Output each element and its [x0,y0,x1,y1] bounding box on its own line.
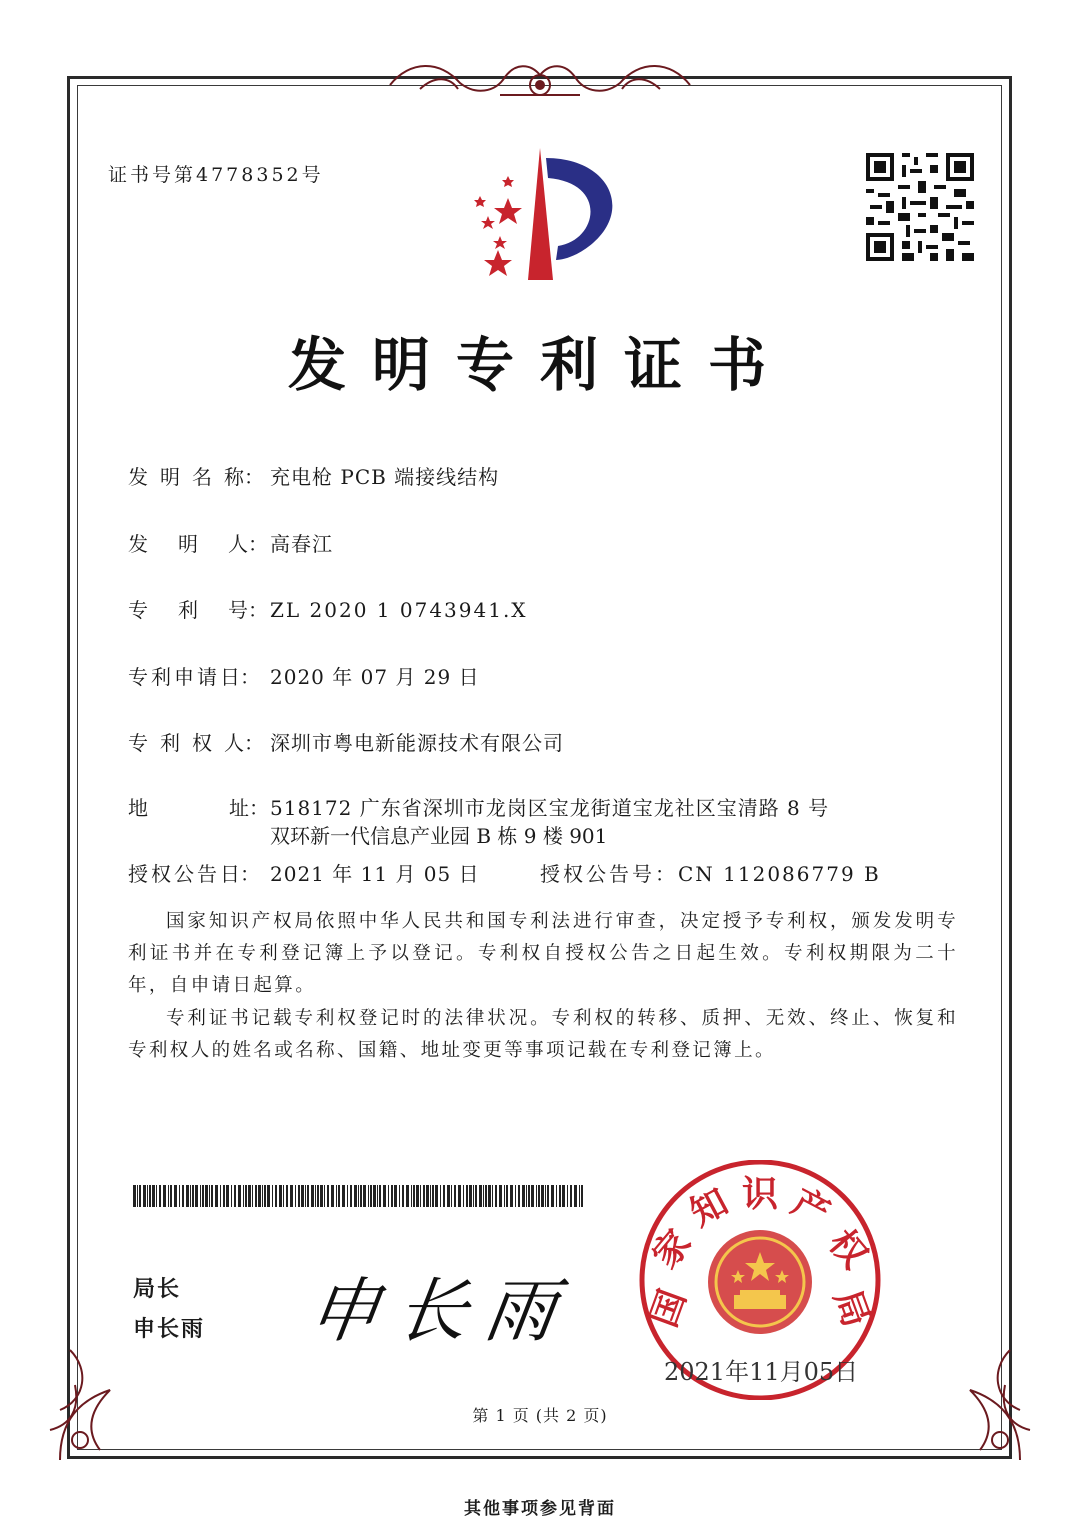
certificate-number: 证书号第4778352号 [108,164,324,186]
seal-char: 知 [683,1181,735,1235]
field-label: 发明名称： [128,465,264,489]
field-application-date [128,661,480,690]
field-value: 2020 年 07 月 29 日 [270,665,480,689]
paragraph-1: 国家知识产权局依照中华人民共和国专利法进行审查，决定授予专利权，颁发发明专利证书并在专利登记簿上予以登记。专利权自授权公告之日起生效。专利权期限为二十年，自申请日起算。 [128,911,958,996]
footer-note: 其他事项参见背面 [464,1499,616,1519]
top-ornament-icon [380,55,700,103]
corner-ornament-bottom-right-icon [930,1330,1040,1470]
field-label: 发明人： [128,532,268,556]
field-label: 专利权人： [128,731,264,755]
page-title: 发明专利证书 [287,331,792,399]
field-value: 518172 广东省深圳市龙岗区宝龙街道宝龙社区宝清路 8 号 [270,796,830,820]
seal-char: 国 [643,1284,695,1333]
field-grant-no [540,858,881,887]
seal-char: 家 [645,1222,700,1277]
national-emblem-icon [708,1230,812,1334]
field-label: 授权公告日： [128,862,260,886]
paragraph-2: 专利证书记载专利权登记时的法律状况。专利权的转移、质押、无效、终止、恢复和专利权人的姓名或名称、国籍、地址变更等事项记载在专利登记簿上。 [128,1008,958,1061]
field-label: 地址： [128,796,269,820]
qr-code-icon [866,153,974,261]
field-label: 专利号： [128,598,268,622]
field-label: 授权公告号： [540,862,678,886]
barcode-icon [133,1185,583,1207]
field-address [128,792,829,821]
seal-date: 2021年11月05日 [664,1358,859,1386]
field-inventor [128,528,333,557]
corner-ornament-bottom-left-icon [40,1330,150,1470]
field-value: 充电枪 PCB 端接线结构 [270,465,500,489]
field-value: 深圳市粤电新能源技术有限公司 [270,731,564,755]
signatory-role: 局长 [133,1276,182,1302]
field-address-line2: 双环新一代信息产业园 B 栋 9 楼 901 [270,824,608,848]
patent-office-logo [458,148,628,283]
handwritten-signature: 申长雨 [303,1270,579,1352]
field-label: 专利申请日： [128,665,260,689]
field-value: 高春江 [270,532,333,556]
field-value: CN 112086779 B [678,862,881,886]
seal-char: 识 [742,1174,779,1215]
field-patent-no [128,594,528,623]
field-value: ZL 2020 1 0743941.X [270,598,528,622]
page-number: 第 1 页 (共 2 页) [472,1406,608,1425]
field-patentee [128,727,564,756]
field-value: 2021 年 11 月 05 日 [270,862,480,886]
seal-char: 局 [825,1284,877,1333]
signatory-name: 申长雨 [133,1316,206,1342]
seal-char: 产 [785,1181,837,1235]
field-grant-date [128,858,480,887]
seal-char: 权 [820,1222,875,1277]
field-invention-name [128,461,499,490]
